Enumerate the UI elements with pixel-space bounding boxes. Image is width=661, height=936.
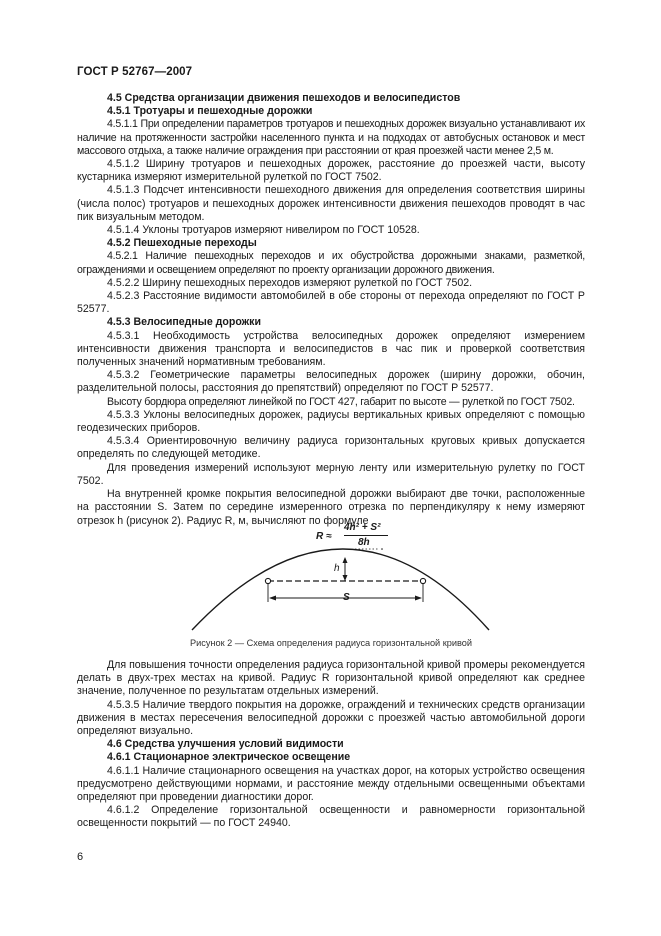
figure-2 — [77, 518, 585, 648]
document-code-header: ГОСТ Р 52767—2007 — [77, 66, 193, 78]
paragraph: Для повышения точности определения радиуса горизонтальной кривой промеры рекомендуется делать в двух-трех местах на кривой. Радиус R горизонтальной кривой определяют как среднее значение, полученное по результатам отдельных измерений. — [77, 659, 585, 698]
text-block-section-4-5 — [77, 92, 585, 528]
paragraph: 4.5.1.3 Подсчет интенсивности пешеходного движения для определения соответствия ширины (числа полос) тротуаров и пешеходных дорожек интенсивности движения пешеходов проводят в час пик визуальным методом. — [77, 184, 585, 223]
dim-arrow-right — [415, 596, 422, 601]
paragraph: 4.5.1.1 При определении параметров тротуаров и пешеходных дорожек визуально устанавливают их наличие на протяженности застройки населенного пункта и на подходах от автобусных остановок и мест массового отдыха, а также наличие ограждения при расстоянии от края проезжей части менее 2,5 м. — [77, 118, 585, 157]
paragraph: 4.6.1.1 Наличие стационарного освещения на участках дорог, на которых устройство освещения предусмотрено действующими нормами, и расстояние между отдельными освещенными объектами определяют при проведении диагностики дорог. — [77, 764, 585, 804]
paragraph: 4.5.2.2 Ширину пешеходных переходов измеряют рулеткой по ГОСТ 7502. — [107, 276, 473, 289]
label-h: h — [334, 563, 340, 574]
paragraph: 4.6.1.2 Определение горизонтальной освещенности и равномерности горизонтальной освещенности покрытий — по ГОСТ 24940. — [77, 804, 585, 830]
paragraph: Для проведения измерений используют мерную ленту или измерительную рулетку по ГОСТ 7502. — [77, 461, 585, 487]
paragraph: Высоту бордюра определяют линейкой по ГОСТ 427, габарит по высоте — рулеткой по ГОСТ 7502. — [107, 395, 575, 408]
height-arrow-up — [343, 557, 348, 563]
paragraph: 4.5.1.2 Ширину тротуаров и пешеходных дорожек, расстояние до проезжей части, высоту кустарника измеряют измерительной рулеткой по ГОСТ 7502. — [77, 158, 585, 184]
radius-dot — [381, 548, 383, 550]
paragraph: 4.5.3.3 Уклоны велосипедных дорожек, радиусы вертикальных кривых определяют с помощью геодезических приборов. — [77, 408, 585, 435]
paragraph: 4.5.3.5 Наличие твердого покрытия на дорожке, ограждений и технических средств организации движения в местах пересечения велосипедной дорожки с проезжей частью автомобильной дороги определяют визуально. — [77, 698, 585, 738]
point-left — [265, 578, 270, 583]
section-heading: 4.6.1 Стационарное электрическое освещение — [107, 751, 351, 764]
height-arrow-down — [343, 575, 348, 581]
paragraph: 4.5.3.4 Ориентировочную величину радиуса горизонтальных круговых кривых допускается определять по следующей методике. — [77, 435, 585, 461]
text-block-section-4-6 — [77, 659, 585, 831]
curve-arc — [192, 549, 489, 630]
formula-denominator: 8h — [358, 537, 370, 548]
section-heading: 4.5.1 Тротуары и пешеходные дорожки — [107, 105, 313, 118]
fraction-bar — [344, 535, 388, 536]
label-s: S — [343, 592, 350, 603]
section-heading: 4.6 Средства улучшения условий видимости — [107, 738, 344, 751]
formula-lhs: R ≈ — [316, 531, 332, 542]
section-heading: 4.5.3 Велосипедные дорожки — [107, 316, 261, 329]
page-number: 6 — [77, 851, 84, 863]
paragraph: 4.5.1.4 Уклоны тротуаров измеряют нивелиром по ГОСТ 10528. — [107, 224, 420, 237]
paragraph: 4.5.2.3 Расстояние видимости автомобилей в обе стороны от перехода определяют по ГОСТ Р 52577. — [77, 290, 585, 316]
paragraph: 4.5.3.2 Геометрические параметры велосипедных дорожек (ширину дорожки, обочин, разделительной полосы, расстояния до препятствий) определяют по ГОСТ Р 52577. — [77, 369, 585, 395]
paragraph: 4.5.3.1 Необходимость устройства велосипедных дорожек определяют измерением интенсивности движения транспорта и велосипедистов в час пик и проверкой соответствия полученных значений нормативным требованиям. — [77, 329, 585, 369]
point-right — [420, 578, 425, 583]
formula-numerator: 4h² + S² — [344, 522, 381, 533]
dim-arrow-left — [269, 596, 276, 601]
paragraph: 4.5.2.1 Наличие пешеходных переходов и их обустройства дорожными знаками, разметкой, ограждениями и освещением определяют по проекту организации дорожного движения. — [77, 250, 585, 276]
figure-caption: Рисунок 2 — Схема определения радиуса горизонтальной кривой — [189, 638, 473, 648]
section-heading: 4.5 Средства организации движения пешеходов и велосипедистов — [107, 92, 461, 104]
paragraph: На внутренней кромке покрытия велосипедной дорожки выбирают две точки, расположенные на расстоянии S. Затем по середине измеренного отрезка по перпендикуляру к нему измеряют отрезок h (рисунок 2). Радиус R, м, вычисляют по формуле — [77, 488, 585, 527]
section-heading: 4.5.2 Пешеходные переходы — [107, 237, 257, 250]
